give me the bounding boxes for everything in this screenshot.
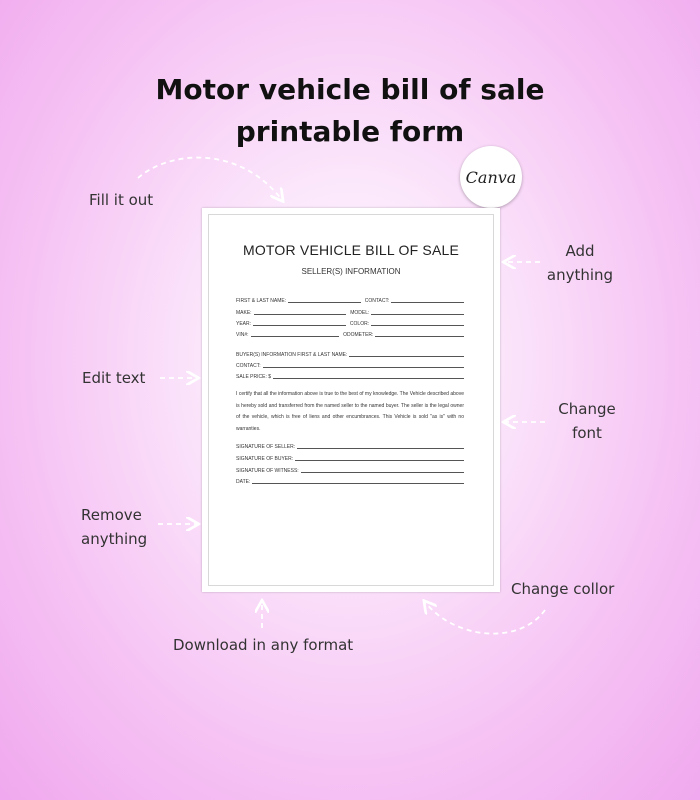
arrow-fill [138,158,282,200]
year-color-row [236,317,464,327]
fill-it-out-label: Fill it out [89,191,154,209]
remove-anything-label: Remove anything [81,506,148,548]
signature-witness-row [236,464,464,474]
odometer-label: ODOMETER: [343,332,374,338]
edit-text-label: Edit text [82,369,146,387]
signature-buyer-label: SIGNATURE OF BUYER: [236,456,294,462]
buyer-contact-label: CONTACT: [236,363,261,369]
first-last-name-label: FIRST & LAST NAME: [236,298,287,304]
sale-price-row [236,370,464,380]
date-row [236,475,464,485]
buyer-info-label: BUYER(S) INFORMATION FIRST & LAST NAME: [236,352,348,358]
make-label: MAKE: [236,310,252,316]
buyer-name-row [236,348,464,358]
canva-logo-badge: Canva [460,146,522,208]
add-anything-label: Add anything [546,242,614,284]
contact-label: CONTACT: [364,298,390,304]
model-label: MODEL: [350,310,370,316]
color-label: COLOR: [349,321,370,327]
make-model-row [236,306,464,316]
seller-name-row [236,294,464,304]
headline-line-1: Motor vehicle bill of sale [155,73,545,106]
change-font-label: Change font [558,400,616,442]
signature-witness-label: SIGNATURE OF WITNESS: [236,468,299,474]
headline-line-2: printable form [235,115,465,148]
signature-buyer-row [236,452,464,462]
download-any-format-label: Download in any format [173,636,354,654]
form-subtitle: SELLER(S) INFORMATION [301,267,401,276]
arrow-color [425,602,545,634]
certification-paragraph: I certify that all the information above is true to the best of my knowledge. The Vehicle described above is hereby sold and transferred from the named seller to the named buyer. The seller is the legal owner of the vehicle, which is free of liens and other encumbrances. This Vehicle is sold "as is" with no warranties. [236,391,464,432]
bill-of-sale-form-preview [202,208,500,592]
vin-label: VIN#: [236,332,249,338]
change-color-label: Change collor [511,580,615,598]
year-label: YEAR: [236,321,252,327]
buyer-contact-row [236,359,464,369]
sale-price-label: SALE PRICE: $ [236,374,272,380]
vin-odometer-row [236,328,464,338]
date-label: DATE: [236,479,251,485]
form-title: MOTOR VEHICLE BILL OF SALE [242,242,460,258]
signature-seller-label: SIGNATURE OF SELLER: [236,444,296,450]
signature-seller-row [236,440,464,450]
